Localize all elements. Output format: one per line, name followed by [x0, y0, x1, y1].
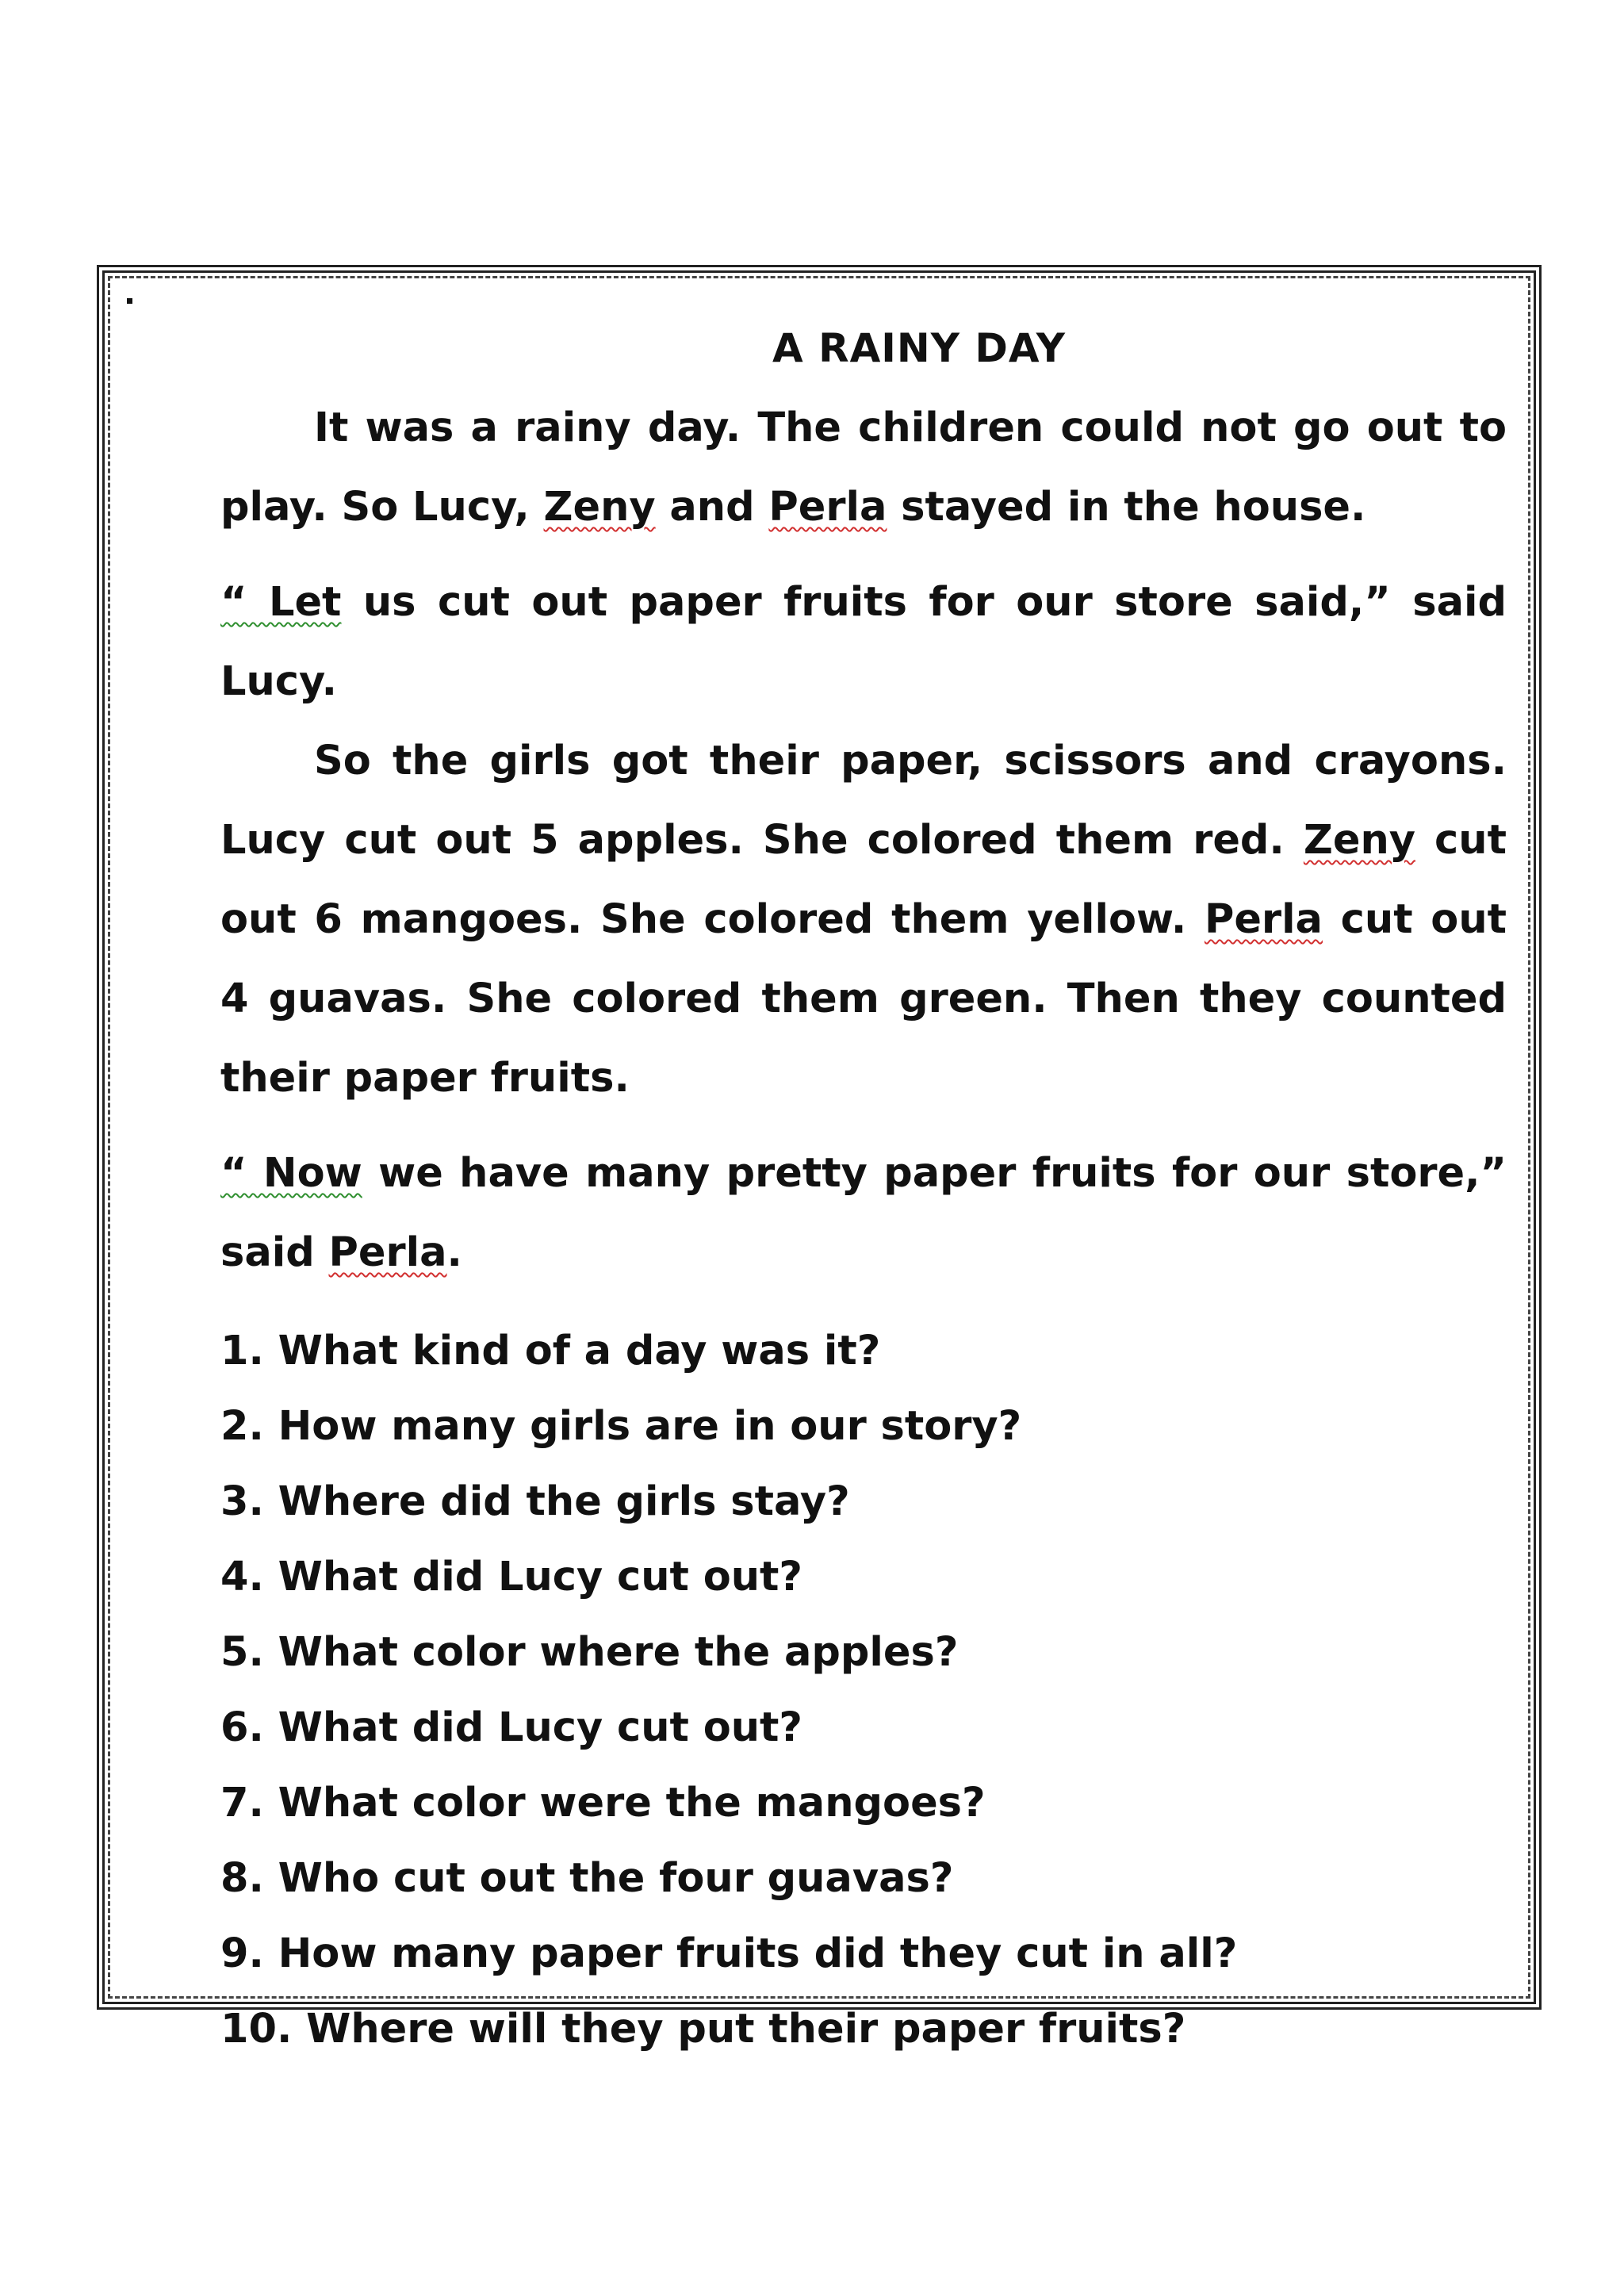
paragraph-4-text-a: we have many pretty paper fruits for our store,” said: [220, 1150, 1507, 1276]
quote-now: “ Now: [220, 1150, 362, 1197]
question-item: 9. How many paper fruits did they cut in all?: [220, 1930, 1238, 1977]
paragraph-3-text-a: So the girls got their paper, scissors and crayons. Lucy cut out 5 apples. She colored them red.: [220, 738, 1507, 864]
paragraph-2: [220, 563, 1507, 722]
question-item: 6. What did Lucy cut out?: [220, 1704, 802, 1751]
paragraph-1-text-a: It was a rainy day. The children could not go out to play. So Lucy,: [220, 404, 1507, 531]
paragraph-4-text-b: .: [446, 1229, 462, 1276]
question-item: 1. What kind of a day was it?: [220, 1328, 881, 1374]
bullet-mark: [127, 298, 132, 304]
name-perla: Perla: [768, 484, 887, 531]
question-list: [220, 1313, 1507, 2067]
paragraph-1-text-c: stayed in the house.: [887, 484, 1366, 531]
question-item: 2. How many girls are in our story?: [220, 1403, 1022, 1450]
paragraph-3-text-c: cut out 4 guavas. She colored them green. Then they counted their paper fruits.: [220, 896, 1507, 1102]
question-item: 8. Who cut out the four guavas?: [220, 1855, 954, 1902]
name-perla: Perla: [1204, 896, 1323, 943]
paragraph-4: [220, 1134, 1507, 1293]
question-item: 10. Where will they put their paper fruits?: [220, 2006, 1186, 2053]
name-zeny: Zeny: [1303, 817, 1415, 864]
question-item: 3. Where did the girls stay?: [220, 1478, 850, 1525]
name-perla: Perla: [328, 1229, 447, 1276]
paragraph-1-text-b: and: [655, 484, 769, 531]
paragraph-1: [220, 389, 1507, 547]
quote-let: “ Let: [220, 579, 342, 626]
question-item: 7. What color were the mangoes?: [220, 1780, 986, 1826]
question-item: 5. What color where the apples?: [220, 1629, 959, 1676]
name-zeny: Zeny: [543, 484, 656, 531]
paragraph-2-text: us cut out paper fruits for our store said,” said Lucy.: [220, 579, 1507, 705]
story-title: A RAINY DAY: [772, 325, 1066, 371]
question-item: 4. What did Lucy cut out?: [220, 1554, 802, 1600]
worksheet-content: [220, 317, 1507, 2067]
paragraph-3-text-b: cut out 6 mangoes. She colored them yellow.: [220, 817, 1507, 943]
paragraph-3: [220, 722, 1507, 1118]
